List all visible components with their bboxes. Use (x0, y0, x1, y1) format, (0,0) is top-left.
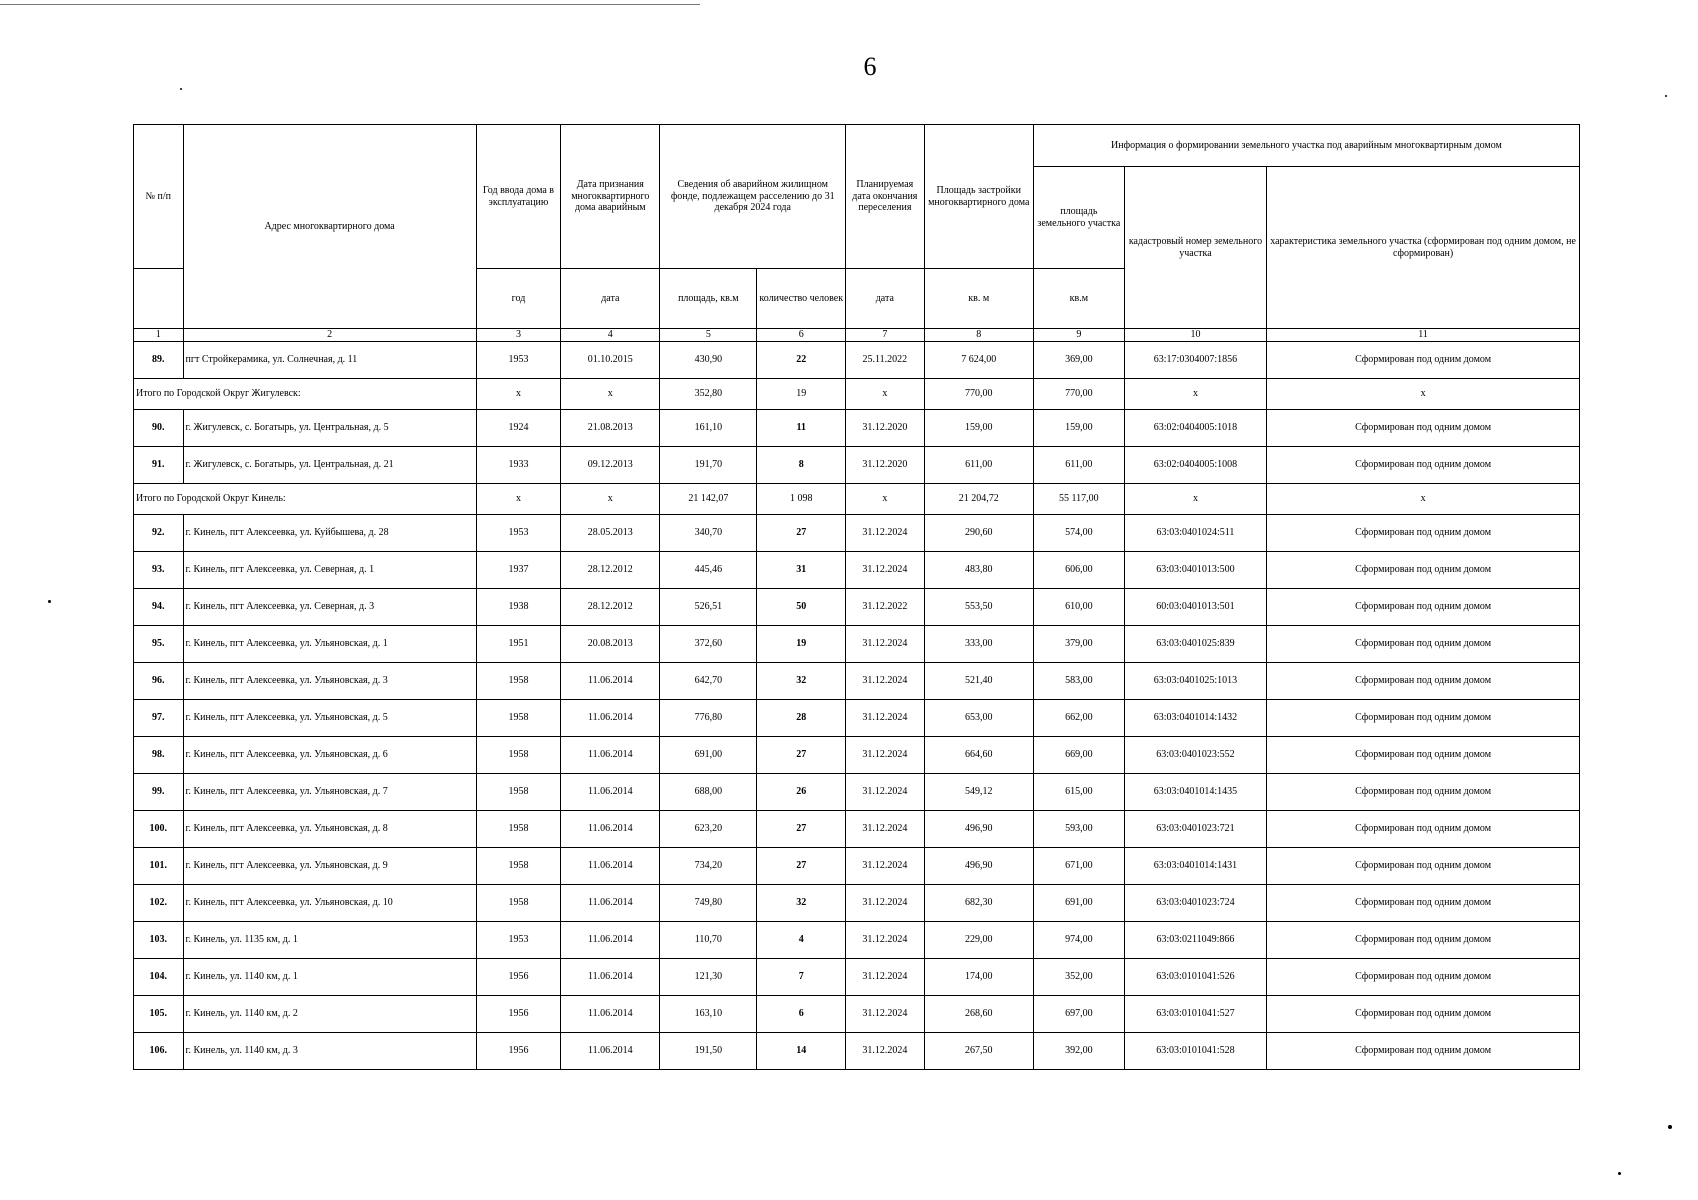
header-plan: Планируемая дата окончания переселения (846, 125, 924, 269)
total-date: х (561, 378, 660, 409)
row-people: 27 (757, 736, 846, 773)
row-address: г. Кинель, пгт Алексеевка, ул. Ульяновская, д. 7 (183, 773, 476, 810)
row-year: 1953 (476, 514, 561, 551)
total-people: 1 098 (757, 483, 846, 514)
row-address: г. Кинель, пгт Алексеевка, ул. Ульяновская, д. 10 (183, 884, 476, 921)
row-date: 11.06.2014 (561, 958, 660, 995)
row-cadastre: 63:02:0404005:1008 (1124, 446, 1266, 483)
row-land: 697,00 (1033, 995, 1124, 1032)
row-year: 1951 (476, 625, 561, 662)
row-cadastre: 63:03:0401013:500 (1124, 551, 1266, 588)
row-cadastre: 63:03:0401025:839 (1124, 625, 1266, 662)
row-date: 11.06.2014 (561, 699, 660, 736)
row-land: 574,00 (1033, 514, 1124, 551)
unit-date: дата (561, 269, 660, 329)
row-year: 1958 (476, 736, 561, 773)
row-cadastre: 63:03:0401023:721 (1124, 810, 1266, 847)
row-date: 11.06.2014 (561, 662, 660, 699)
total-built: 770,00 (924, 378, 1033, 409)
row-land: 352,00 (1033, 958, 1124, 995)
row-address: г. Кинель, пгт Алексеевка, ул. Ульяновская, д. 6 (183, 736, 476, 773)
unit-built: кв. м (924, 269, 1033, 329)
row-cadastre: 63:17:0304007:1856 (1124, 341, 1266, 378)
total-area: 21 142,07 (660, 483, 757, 514)
row-address: г. Кинель, пгт Алексеевка, ул. Ульяновская, д. 9 (183, 847, 476, 884)
row-area: 191,70 (660, 446, 757, 483)
row-cadastre: 63:03:0401014:1431 (1124, 847, 1266, 884)
header-fund: Сведения об аварийном жилищном фонде, подлежащем расселению до 31 декабря 2024 года (660, 125, 846, 269)
table-header (134, 125, 1580, 342)
row-people: 32 (757, 662, 846, 699)
table-row (134, 921, 1580, 958)
subtotal-label: Итого по Городской Округ Жигулевск: (134, 378, 477, 409)
table-row (134, 810, 1580, 847)
table-row (134, 995, 1580, 1032)
row-cadastre: 63:03:0101041:528 (1124, 1032, 1266, 1069)
header-land-area: площадь земельного участка (1033, 167, 1124, 269)
row-date: 28.05.2013 (561, 514, 660, 551)
row-land: 159,00 (1033, 409, 1124, 446)
row-built: 664,60 (924, 736, 1033, 773)
total-area: 352,80 (660, 378, 757, 409)
column-index-row (134, 329, 1580, 342)
col-index: 8 (924, 329, 1033, 342)
row-num: 96. (134, 662, 184, 699)
table-row (134, 588, 1580, 625)
total-land: 770,00 (1033, 378, 1124, 409)
row-plan: 31.12.2024 (846, 810, 924, 847)
row-plan: 31.12.2024 (846, 847, 924, 884)
row-character: Сформирован под одним домом (1267, 736, 1580, 773)
row-date: 11.06.2014 (561, 884, 660, 921)
row-built: 653,00 (924, 699, 1033, 736)
row-cadastre: 63:03:0401023:552 (1124, 736, 1266, 773)
row-area: 734,20 (660, 847, 757, 884)
row-built: 483,80 (924, 551, 1033, 588)
unit-area: площадь, кв.м (660, 269, 757, 329)
row-num: 92. (134, 514, 184, 551)
row-built: 521,40 (924, 662, 1033, 699)
table-row (134, 514, 1580, 551)
row-built: 553,50 (924, 588, 1033, 625)
col-index: 7 (846, 329, 924, 342)
row-year: 1958 (476, 773, 561, 810)
total-cadastre: х (1124, 483, 1266, 514)
row-plan: 31.12.2024 (846, 699, 924, 736)
total-year: х (476, 378, 561, 409)
row-address: г. Жигулевск, с. Богатырь, ул. Центральная, д. 5 (183, 409, 476, 446)
row-area: 191,50 (660, 1032, 757, 1069)
row-character: Сформирован под одним домом (1267, 810, 1580, 847)
row-built: 611,00 (924, 446, 1033, 483)
row-date: 28.12.2012 (561, 551, 660, 588)
header-date: Дата признания многоквартирного дома аварийным (561, 125, 660, 269)
row-people: 26 (757, 773, 846, 810)
row-address: г. Кинель, ул. 1140 км, д. 3 (183, 1032, 476, 1069)
row-num: 97. (134, 699, 184, 736)
row-plan: 31.12.2020 (846, 409, 924, 446)
row-address: пгт Стройкерамика, ул. Солнечная, д. 11 (183, 341, 476, 378)
unit-land: кв.м (1033, 269, 1124, 329)
row-num: 90. (134, 409, 184, 446)
row-num: 89. (134, 341, 184, 378)
row-num: 102. (134, 884, 184, 921)
row-built: 290,60 (924, 514, 1033, 551)
scan-speck (1618, 1172, 1621, 1175)
row-character: Сформирован под одним домом (1267, 625, 1580, 662)
table-row (134, 409, 1580, 446)
row-built: 496,90 (924, 847, 1033, 884)
row-character: Сформирован под одним домом (1267, 341, 1580, 378)
row-year: 1958 (476, 662, 561, 699)
row-num: 100. (134, 810, 184, 847)
row-character: Сформирован под одним домом (1267, 662, 1580, 699)
table-row (134, 446, 1580, 483)
row-plan: 31.12.2024 (846, 921, 924, 958)
row-num: 106. (134, 1032, 184, 1069)
row-address: г. Кинель, пгт Алексеевка, ул. Северная, д. 1 (183, 551, 476, 588)
row-people: 27 (757, 810, 846, 847)
unit-people: количество человек (757, 269, 846, 329)
housing-table (133, 124, 1580, 1070)
row-plan: 31.12.2024 (846, 625, 924, 662)
table-row (134, 662, 1580, 699)
table-row (134, 884, 1580, 921)
row-date: 20.08.2013 (561, 625, 660, 662)
row-plan: 31.12.2020 (846, 446, 924, 483)
row-year: 1938 (476, 588, 561, 625)
header-address: Адрес многоквартирного дома (183, 125, 476, 329)
row-built: 159,00 (924, 409, 1033, 446)
row-plan: 31.12.2024 (846, 1032, 924, 1069)
row-built: 682,30 (924, 884, 1033, 921)
total-plan: х (846, 483, 924, 514)
row-date: 11.06.2014 (561, 810, 660, 847)
row-land: 669,00 (1033, 736, 1124, 773)
row-built: 229,00 (924, 921, 1033, 958)
scan-speck (1668, 1125, 1672, 1129)
row-character: Сформирован под одним домом (1267, 409, 1580, 446)
col-index: 1 (134, 329, 184, 342)
row-land: 671,00 (1033, 847, 1124, 884)
col-index: 2 (183, 329, 476, 342)
row-area: 372,60 (660, 625, 757, 662)
row-area: 110,70 (660, 921, 757, 958)
row-character: Сформирован под одним домом (1267, 699, 1580, 736)
row-cadastre: 63:03:0101041:526 (1124, 958, 1266, 995)
row-character: Сформирован под одним домом (1267, 1032, 1580, 1069)
row-date: 28.12.2012 (561, 588, 660, 625)
row-people: 28 (757, 699, 846, 736)
row-year: 1924 (476, 409, 561, 446)
col-index: 11 (1267, 329, 1580, 342)
row-character: Сформирован под одним домом (1267, 551, 1580, 588)
row-area: 688,00 (660, 773, 757, 810)
row-people: 8 (757, 446, 846, 483)
row-built: 333,00 (924, 625, 1033, 662)
row-area: 526,51 (660, 588, 757, 625)
row-num: 99. (134, 773, 184, 810)
row-date: 11.06.2014 (561, 921, 660, 958)
table-row (134, 625, 1580, 662)
row-date: 21.08.2013 (561, 409, 660, 446)
subtotal-row (134, 378, 1580, 409)
unit-plan-date: дата (846, 269, 924, 329)
row-year: 1956 (476, 1032, 561, 1069)
row-address: г. Кинель, пгт Алексеевка, ул. Северная, д. 3 (183, 588, 476, 625)
row-people: 22 (757, 341, 846, 378)
row-built: 268,60 (924, 995, 1033, 1032)
row-built: 7 624,00 (924, 341, 1033, 378)
row-character: Сформирован под одним домом (1267, 884, 1580, 921)
total-year: х (476, 483, 561, 514)
row-year: 1956 (476, 995, 561, 1032)
row-plan: 31.12.2024 (846, 995, 924, 1032)
row-plan: 31.12.2024 (846, 662, 924, 699)
row-year: 1958 (476, 884, 561, 921)
row-land: 610,00 (1033, 588, 1124, 625)
row-area: 340,70 (660, 514, 757, 551)
header-built: Площадь застройки многоквартирного дома (924, 125, 1033, 269)
table-row (134, 736, 1580, 773)
row-num: 93. (134, 551, 184, 588)
row-num: 95. (134, 625, 184, 662)
table-row (134, 958, 1580, 995)
row-area: 623,20 (660, 810, 757, 847)
row-year: 1958 (476, 810, 561, 847)
scan-speck (1665, 95, 1667, 97)
col-index: 3 (476, 329, 561, 342)
row-plan: 31.12.2024 (846, 958, 924, 995)
row-character: Сформирован под одним домом (1267, 958, 1580, 995)
total-plan: х (846, 378, 924, 409)
row-year: 1933 (476, 446, 561, 483)
scan-speck (48, 600, 51, 603)
subtotal-row (134, 483, 1580, 514)
scan-top-rule (0, 4, 700, 5)
row-cadastre: 63:03:0211049:866 (1124, 921, 1266, 958)
row-area: 642,70 (660, 662, 757, 699)
row-cadastre: 63:03:0101041:527 (1124, 995, 1266, 1032)
row-plan: 25.11.2022 (846, 341, 924, 378)
row-area: 776,80 (660, 699, 757, 736)
header-land-group: Информация о формировании земельного участка под аварийным многоквартирным домом (1033, 125, 1579, 167)
row-land: 369,00 (1033, 341, 1124, 378)
scan-speck (180, 88, 182, 90)
row-year: 1956 (476, 958, 561, 995)
row-address: г. Кинель, пгт Алексеевка, ул. Ульяновская, д. 1 (183, 625, 476, 662)
row-land: 583,00 (1033, 662, 1124, 699)
row-character: Сформирован под одним домом (1267, 773, 1580, 810)
col-index: 4 (561, 329, 660, 342)
row-year: 1958 (476, 699, 561, 736)
row-area: 445,46 (660, 551, 757, 588)
row-address: г. Кинель, ул. 1135 км, д. 1 (183, 921, 476, 958)
total-cadastre: х (1124, 378, 1266, 409)
row-cadastre: 60:03:0401013:501 (1124, 588, 1266, 625)
row-num: 94. (134, 588, 184, 625)
row-date: 01.10.2015 (561, 341, 660, 378)
row-land: 593,00 (1033, 810, 1124, 847)
row-area: 691,00 (660, 736, 757, 773)
row-people: 50 (757, 588, 846, 625)
row-land: 611,00 (1033, 446, 1124, 483)
row-address: г. Кинель, ул. 1140 км, д. 2 (183, 995, 476, 1032)
total-character: х (1267, 378, 1580, 409)
col-index: 10 (1124, 329, 1266, 342)
row-land: 606,00 (1033, 551, 1124, 588)
row-people: 14 (757, 1032, 846, 1069)
row-people: 27 (757, 847, 846, 884)
row-people: 11 (757, 409, 846, 446)
row-plan: 31.12.2022 (846, 588, 924, 625)
row-num: 105. (134, 995, 184, 1032)
row-num: 101. (134, 847, 184, 884)
row-date: 11.06.2014 (561, 995, 660, 1032)
row-date: 11.06.2014 (561, 1032, 660, 1069)
row-address: г. Кинель, ул. 1140 км, д. 1 (183, 958, 476, 995)
table-row (134, 551, 1580, 588)
table-row (134, 341, 1580, 378)
row-address: г. Кинель, пгт Алексеевка, ул. Ульяновская, д. 8 (183, 810, 476, 847)
col-index: 6 (757, 329, 846, 342)
row-cadastre: 63:03:0401023:724 (1124, 884, 1266, 921)
row-people: 6 (757, 995, 846, 1032)
row-built: 267,50 (924, 1032, 1033, 1069)
col-index: 5 (660, 329, 757, 342)
row-year: 1953 (476, 921, 561, 958)
total-built: 21 204,72 (924, 483, 1033, 514)
row-land: 615,00 (1033, 773, 1124, 810)
row-plan: 31.12.2024 (846, 551, 924, 588)
row-date: 11.06.2014 (561, 847, 660, 884)
row-year: 1937 (476, 551, 561, 588)
row-cadastre: 63:02:0404005:1018 (1124, 409, 1266, 446)
row-plan: 31.12.2024 (846, 736, 924, 773)
row-people: 19 (757, 625, 846, 662)
row-character: Сформирован под одним домом (1267, 847, 1580, 884)
unit-year: год (476, 269, 561, 329)
header-num: № п/п (134, 125, 184, 269)
row-num: 104. (134, 958, 184, 995)
row-area: 749,80 (660, 884, 757, 921)
row-built: 496,90 (924, 810, 1033, 847)
row-land: 974,00 (1033, 921, 1124, 958)
total-date: х (561, 483, 660, 514)
row-year: 1958 (476, 847, 561, 884)
row-plan: 31.12.2024 (846, 773, 924, 810)
table-body (134, 341, 1580, 1069)
row-area: 430,90 (660, 341, 757, 378)
row-people: 31 (757, 551, 846, 588)
row-built: 174,00 (924, 958, 1033, 995)
total-people: 19 (757, 378, 846, 409)
row-address: г. Кинель, пгт Алексеевка, ул. Ульяновская, д. 3 (183, 662, 476, 699)
subtotal-label: Итого по Городской Округ Кинель: (134, 483, 477, 514)
row-land: 691,00 (1033, 884, 1124, 921)
row-character: Сформирован под одним домом (1267, 446, 1580, 483)
row-land: 392,00 (1033, 1032, 1124, 1069)
row-num: 91. (134, 446, 184, 483)
row-area: 161,10 (660, 409, 757, 446)
row-num: 103. (134, 921, 184, 958)
row-date: 09.12.2013 (561, 446, 660, 483)
row-area: 121,30 (660, 958, 757, 995)
col-index: 9 (1033, 329, 1124, 342)
row-people: 7 (757, 958, 846, 995)
row-character: Сформирован под одним домом (1267, 921, 1580, 958)
total-land: 55 117,00 (1033, 483, 1124, 514)
row-address: г. Кинель, пгт Алексеевка, ул. Куйбышева, д. 28 (183, 514, 476, 551)
header-cadastre: кадастровый номер земельного участка (1124, 167, 1266, 329)
row-land: 379,00 (1033, 625, 1124, 662)
row-num: 98. (134, 736, 184, 773)
row-cadastre: 63:03:0401025:1013 (1124, 662, 1266, 699)
row-date: 11.06.2014 (561, 736, 660, 773)
row-built: 549,12 (924, 773, 1033, 810)
row-cadastre: 63:03:0401014:1435 (1124, 773, 1266, 810)
table-row (134, 699, 1580, 736)
total-character: х (1267, 483, 1580, 514)
row-people: 4 (757, 921, 846, 958)
row-date: 11.06.2014 (561, 773, 660, 810)
header-character: характеристика земельного участка (сформирован под одним домом, не сформирован) (1267, 167, 1580, 329)
row-character: Сформирован под одним домом (1267, 995, 1580, 1032)
row-character: Сформирован под одним домом (1267, 514, 1580, 551)
row-area: 163,10 (660, 995, 757, 1032)
row-cadastre: 63:03:0401014:1432 (1124, 699, 1266, 736)
header-year: Год ввода дома в эксплуатацию (476, 125, 561, 269)
row-character: Сформирован под одним домом (1267, 588, 1580, 625)
table-row (134, 773, 1580, 810)
row-people: 27 (757, 514, 846, 551)
header-num-blank (134, 269, 184, 329)
row-cadastre: 63:03:0401024:511 (1124, 514, 1266, 551)
row-plan: 31.12.2024 (846, 514, 924, 551)
row-plan: 31.12.2024 (846, 884, 924, 921)
row-year: 1953 (476, 341, 561, 378)
row-address: г. Жигулевск, с. Богатырь, ул. Центральная, д. 21 (183, 446, 476, 483)
table-row (134, 1032, 1580, 1069)
row-address: г. Кинель, пгт Алексеевка, ул. Ульяновская, д. 5 (183, 699, 476, 736)
row-people: 32 (757, 884, 846, 921)
table-row (134, 847, 1580, 884)
row-land: 662,00 (1033, 699, 1124, 736)
page-number: 6 (863, 52, 877, 81)
